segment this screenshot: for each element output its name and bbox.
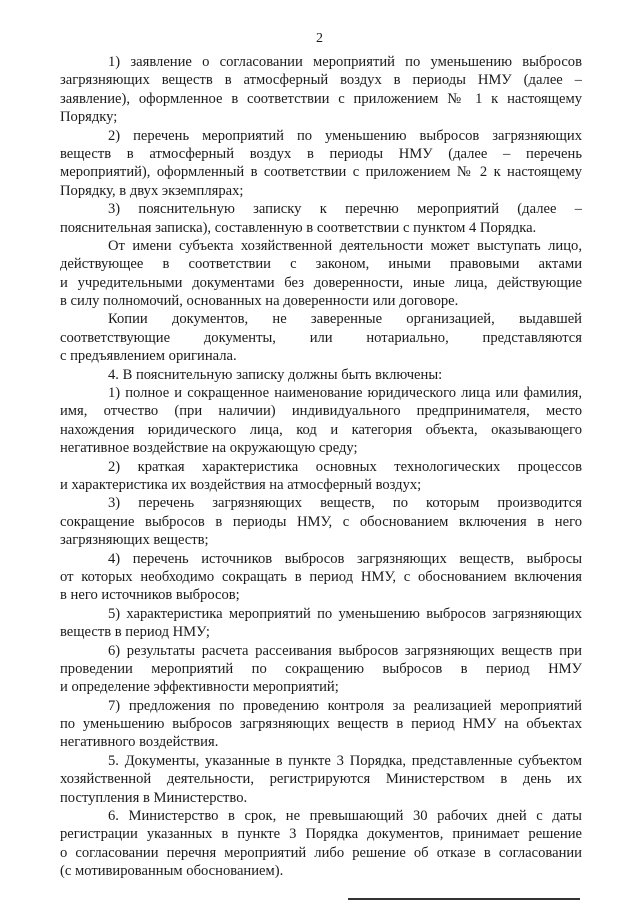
paragraph bbox=[60, 237, 582, 311]
paragraph-line: с предъявлением оригинала. bbox=[60, 348, 237, 365]
document-body bbox=[60, 53, 582, 881]
paragraph-line: Порядку, в двух экземплярах; bbox=[60, 182, 244, 199]
paragraph-line: загрязняющих веществ в атмосферный воздух в периоды НМУ (далее – bbox=[60, 72, 582, 89]
paragraph-line: 1) заявление о согласовании мероприятий по уменьшению выбросов bbox=[108, 54, 582, 70]
paragraph-line: поступления в Министерство. bbox=[60, 789, 248, 806]
paragraph-line: (с мотивированным обоснованием). bbox=[60, 863, 284, 880]
paragraph-line: Порядку; bbox=[60, 109, 118, 126]
paragraph bbox=[60, 366, 582, 384]
paragraph-line: сокращение выбросов в периоды НМУ, с обоснованием включения в него bbox=[60, 513, 582, 530]
paragraph-line: по уменьшению выбросов загрязняющих веществ в период НМУ на объектах bbox=[60, 716, 582, 733]
paragraph bbox=[60, 494, 582, 549]
paragraph bbox=[60, 752, 582, 807]
paragraph-line: от которых необходимо сокращать в период НМУ, с обоснованием включения bbox=[60, 568, 582, 585]
paragraph-line: 3) пояснительную записку к перечню мероприятий (далее – bbox=[108, 201, 582, 218]
paragraph bbox=[60, 697, 582, 752]
paragraph-line: регистрации указанных в пункте 3 Порядка документов, принимает решение bbox=[60, 826, 582, 843]
paragraph-line: и учредительными документами без доверенности, иные лица, действующие bbox=[60, 274, 582, 291]
paragraph-line: 4. В пояснительную записку должны быть включены: bbox=[108, 366, 443, 383]
paragraph-line: хозяйственной деятельности, регистрируются Министерством в день их bbox=[60, 771, 582, 788]
paragraph-line: действующее в соответствии с законом, иными правовыми актами bbox=[60, 256, 582, 273]
paragraph bbox=[60, 200, 582, 237]
paragraph-line: соответствующие документы, или нотариально, представляются bbox=[60, 329, 582, 346]
paragraph-line: нахождения юридического лица, код и категория объекта, оказывающего bbox=[60, 421, 582, 438]
paragraph-line: 2) перечень мероприятий по уменьшению выбросов загрязняющих bbox=[108, 127, 582, 144]
paragraph-line: в него источников выбросов; bbox=[60, 587, 240, 604]
paragraph-line: 5. Документы, указанные в пункте 3 Порядка, представленные субъектом bbox=[108, 752, 582, 769]
paragraph-line: 5) характеристика мероприятий по уменьшению выбросов загрязняющих bbox=[108, 605, 582, 622]
paragraph-line: 4) перечень источников выбросов загрязняющих веществ, выбросы bbox=[108, 550, 582, 567]
paragraph-line: проведении мероприятий по сокращению выбросов в период НМУ bbox=[60, 660, 582, 677]
paragraph-line: в силу полномочий, основанных на доверенности или договоре. bbox=[60, 293, 459, 310]
paragraph-line: 1) полное и сокращенное наименование юридического лица или фамилия, bbox=[108, 385, 582, 402]
paragraph bbox=[60, 310, 582, 365]
paragraph-line: веществ в период НМУ; bbox=[60, 624, 210, 641]
paragraph bbox=[60, 384, 582, 458]
paragraph-line: и определение эффективности мероприятий; bbox=[60, 679, 339, 696]
paragraph-line: загрязняющих веществ; bbox=[60, 532, 209, 549]
paragraph bbox=[60, 807, 582, 881]
paragraph-line: имя, отчество (при наличии) индивидуального предпринимателя, место bbox=[60, 403, 582, 420]
paragraph-line: о согласовании перечня мероприятий либо решение об отказе в согласовании bbox=[60, 844, 582, 861]
paragraph-line: 6) результаты расчета рассеивания выбросов загрязняющих веществ при bbox=[108, 642, 582, 659]
paragraph-line: 6. Министерство в срок, не превышающий 30 рабочих дней с даты bbox=[108, 808, 582, 825]
paragraph-line: От имени субъекта хозяйственной деятельности может выступать лицо, bbox=[108, 237, 582, 254]
paragraph bbox=[60, 642, 582, 697]
paragraph bbox=[60, 550, 582, 605]
paragraph bbox=[60, 127, 582, 201]
paragraph-line: заявление), оформленное в соответствии с приложением № 1 к настоящему bbox=[60, 90, 582, 107]
paragraph-line: негативное воздействие на окружающую среду; bbox=[60, 440, 358, 457]
page-number: 2 bbox=[316, 31, 323, 46]
paragraph-line: пояснительная записка), составленную в соответствии с пунктом 4 Порядка. bbox=[60, 219, 537, 236]
paragraph-line: веществ в атмосферный воздух в периоды НМУ (далее – перечень bbox=[60, 145, 582, 162]
bottom-rule bbox=[348, 898, 580, 900]
paragraph-line: 2) краткая характеристика основных технологических процессов bbox=[108, 458, 582, 475]
paragraph bbox=[60, 605, 582, 642]
paragraph-line: 3) перечень загрязняющих веществ, по которым производится bbox=[108, 495, 582, 512]
paragraph bbox=[60, 53, 582, 127]
paragraph bbox=[60, 458, 582, 495]
paragraph-line: и характеристика их воздействия на атмосферный воздух; bbox=[60, 476, 422, 493]
paragraph-line: мероприятий), оформленный в соответствии с приложением № 2 к настоящему bbox=[60, 164, 582, 181]
paragraph-line: Копии документов, не заверенные организацией, выдавшей bbox=[108, 311, 582, 328]
paragraph-line: 7) предложения по проведению контроля за реализацией мероприятий bbox=[108, 697, 582, 714]
paragraph-line: негативного воздействия. bbox=[60, 734, 219, 751]
